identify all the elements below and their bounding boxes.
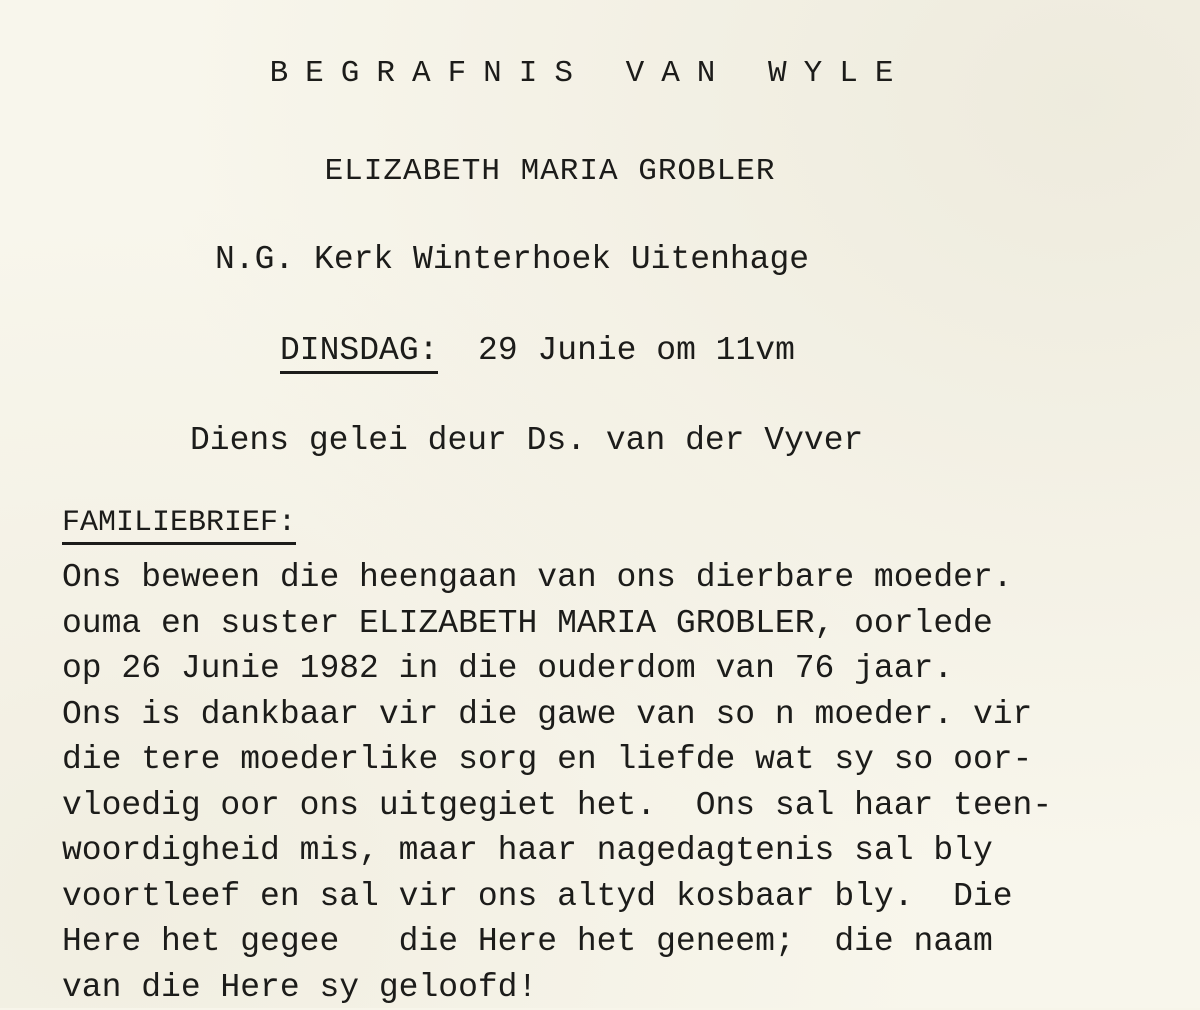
service-leader: Diens gelei deur Ds. van der Vyver: [190, 424, 863, 457]
letter-line: van die Here sy geloofd!: [62, 965, 1172, 1010]
letter-line: Ons is dankbaar vir die gawe van so n moeder. vir: [62, 692, 1172, 738]
letter-line: die tere moederlike sorg en liefde wat sy so oor-: [62, 737, 1172, 783]
day-label: DINSDAG:: [280, 334, 438, 374]
letter-body: [62, 555, 1172, 1010]
document-title: BEGRAFNIS VAN WYLE: [0, 58, 1140, 89]
letter-line: vloedig oor ons uitgegiet het. Ons sal haar teen-: [62, 783, 1172, 829]
letter-line: ouma en suster ELIZABETH MARIA GROBLER, oorlede: [62, 601, 1172, 647]
letter-line: Ons beween die heengaan van ons dierbare moeder.: [62, 555, 1172, 601]
funeral-date: [280, 334, 795, 374]
letter-line: Here het gegee die Here het geneem; die naam: [62, 919, 1172, 965]
deceased-name: ELIZABETH MARIA GROBLER: [0, 156, 1100, 187]
letter-line: op 26 Junie 1982 in die ouderdom van 76 jaar.: [62, 646, 1172, 692]
letter-line: woordigheid mis, maar haar nagedagtenis sal bly: [62, 828, 1172, 874]
church-location: N.G. Kerk Winterhoek Uitenhage: [215, 243, 809, 276]
letter-line: voortleef en sal vir ons altyd kosbaar bly. Die: [62, 874, 1172, 920]
letter-heading: FAMILIEBRIEF:: [62, 508, 296, 545]
date-value: 29 Junie om 11vm: [478, 332, 795, 369]
